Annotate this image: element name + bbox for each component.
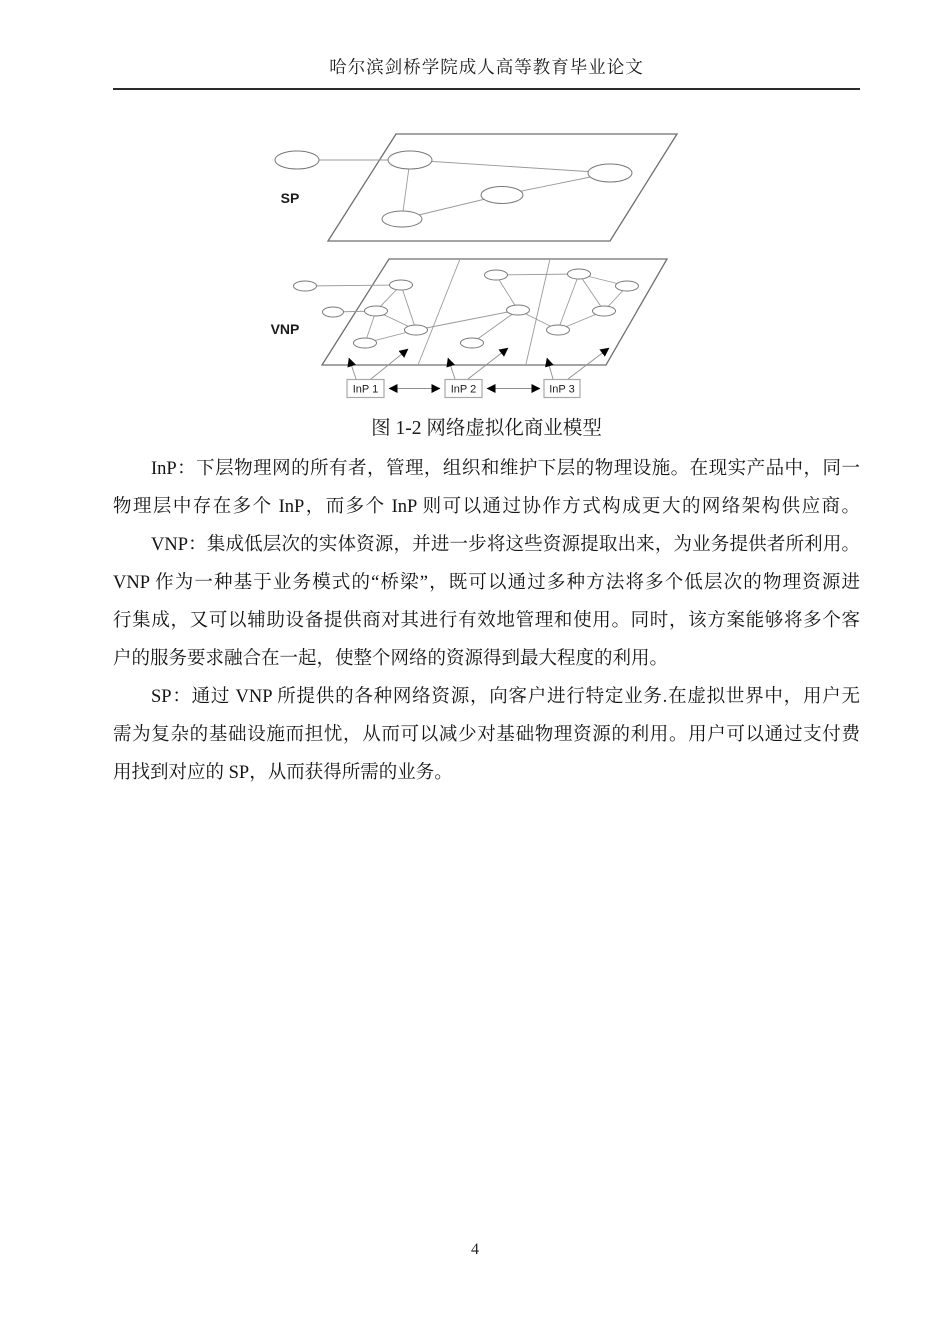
inp-box-2 — [445, 380, 482, 398]
body-line: SP：通过 VNP 所提供的各种网络资源，向客户进行特定业务.在虚拟世界中，用户无 — [151, 687, 860, 707]
vnp-nodes — [294, 269, 639, 348]
body-line: 户的服务要求融合在一起，使整个网络的资源得到最大程度的利用。 — [113, 649, 669, 669]
inp-box-1 — [347, 380, 384, 398]
inp-box-1-label: InP 1 — [352, 383, 379, 396]
inp-box-2-label: InP 2 — [450, 383, 477, 396]
body-line: InP：下层物理网的所有者，管理，组织和维护下层的物理设施。在现实产品中，同一 — [151, 459, 860, 479]
body-line: 用找到对应的 SP，从而获得所需的业务。 — [113, 763, 453, 783]
header-rule — [113, 88, 860, 90]
inp-box-3-label: InP 3 — [549, 383, 575, 396]
sp-links — [297, 160, 610, 219]
vnp-label: VNP — [270, 321, 300, 337]
sp-plane — [275, 134, 677, 241]
body-text — [113, 450, 860, 792]
page-number: 4 — [471, 1241, 479, 1258]
inp-box-3 — [544, 380, 580, 398]
header-title: 哈尔滨剑桥学院成人高等教育毕业论文 — [329, 57, 644, 77]
figure-caption: 图 1-2 网络虚拟化商业模型 — [371, 418, 602, 439]
paragraph-vnp — [113, 526, 860, 678]
body-line: 行集成，又可以辅助设备提供商对其进行有效地管理和使用。同时，该方案能够将多个客 — [113, 611, 860, 631]
vnp-links — [305, 274, 627, 343]
body-line: VNP：集成低层次的实体资源，并进一步将这些资源提取出来，为业务提供者所利用。 — [151, 535, 860, 555]
paragraph-sp — [113, 678, 860, 792]
network-virtualization-figure — [0, 107, 950, 407]
inp-mapping-arrows — [349, 348, 609, 379]
body-line: 需为复杂的基础设施而担忧，从而可以减少对基础物理资源的利用。用户可以通过支付费 — [113, 725, 860, 745]
body-line: 物理层中存在多个 InP，而多个 InP 则可以通过协作方式构成更大的网络架构供应商。 — [113, 497, 860, 517]
sp-label: SP — [280, 190, 300, 206]
paragraph-inp — [113, 450, 860, 526]
body-line: VNP 作为一种基于业务模式的“桥梁”，既可以通过多种方法将多个低层次的物理资源进 — [113, 573, 860, 593]
